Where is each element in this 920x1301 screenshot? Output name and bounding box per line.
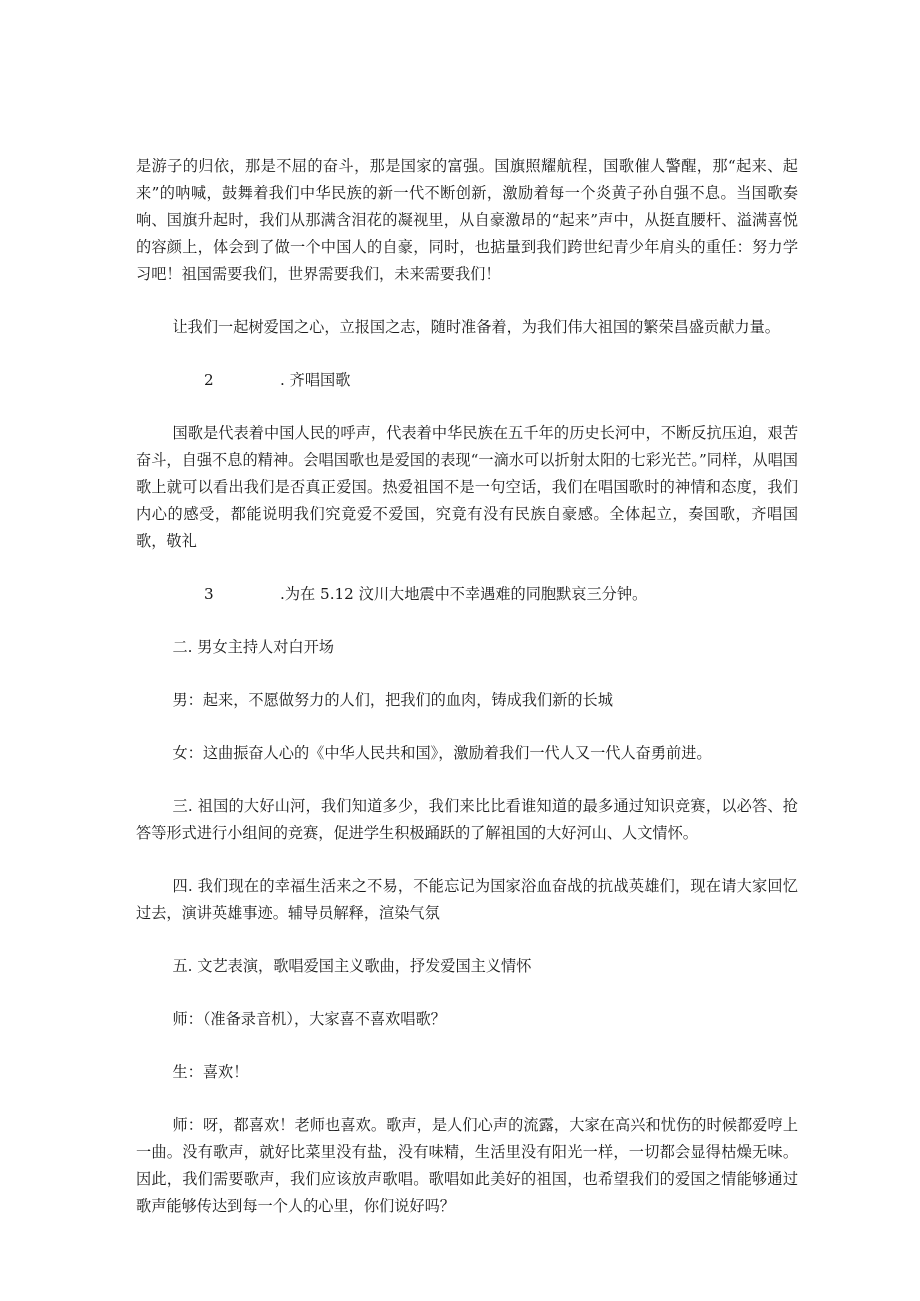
section-heading-5: 五. 文艺表演，歌唱爱国主义歌曲，抒发爱国主义情怀 [172,957,532,975]
paragraph-female-host: 女：这曲振奋人心的《中华人民共和国》，激励着我们一代人又一代人奋勇前进。 [172,744,712,762]
list-item-2-number: 2 [204,371,214,389]
list-item-3-text: .为在 5.12 汶川大地震中不幸遇难的同胞默哀三分钟。 [280,585,648,603]
paragraph-teacher-1: 师：（准备录音机），大家喜不喜欢唱歌？ [172,1010,446,1028]
paragraph-3: 国歌是代表着中国人民的呼声，代表着中华民族在五千年的历史长河中，不断反抗压迫，艰苦奋斗，自强不息的精神。会唱国歌也是爱国的表现“一滴水可以折射太阳的七彩光芒。”同样，从唱国歌上就可以看出我们是否真正爱国。热爱祖国不是一句空话，我们在唱国歌时的神情和态度，我们内心的感受，都能说明我们究竟爱不爱国，究竟有没有民族自豪感。全体起立，奏国歌，齐唱国歌，敬礼 [136,424,798,550]
paragraph-2: 让我们一起树爱国之心，立报国之志，随时准备着，为我们伟大祖国的繁荣昌盛贡献力量。 [172,318,780,336]
paragraph-student-1: 生：喜欢！ [172,1063,249,1081]
section-heading-4: 四. 我们现在的幸福生活来之不易，不能忘记为国家浴血奋战的抗战英雄们，现在请大家回忆过去，演讲英雄事迹。辅导员解释，渲染气氛 [136,877,798,922]
list-item-2-text: . 齐唱国歌 [280,371,351,389]
list-item-2 [136,367,798,394]
document-body [136,153,798,1246]
list-item-3 [136,581,798,608]
paragraph-teacher-2: 师：呀，都喜欢！老师也喜欢。歌声，是人们心声的流露，大家在高兴和忧伤的时候都爱哼上一曲。没有歌声，就好比菜里没有盐，没有味精，生活里没有阳光一样，一切都会显得枯燥无味。因此，我们需要歌声，我们应该放声歌唱。歌唱如此美好的祖国，也希望我们的爱国之情能够通过歌声能够传达到每一个人的心里，你们说好吗？ [136,1116,798,1215]
paragraph-1: 是游子的归依，那是不屈的奋斗，那是国家的富强。国旗照耀航程，国歌催人警醒，那“起来、起来”的呐喊，鼓舞着我们中华民族的新一代不断创新，激励着每一个炎黄子孙自强不息。当国歌奏响、国旗升起时，我们从那满含泪花的凝视里，从自豪激昂的“起来”声中，从挺直腰杆、溢满喜悦的容颜上，体会到了做一个中国人的自豪，同时，也掂量到我们跨世纪青少年肩头的重任：努力学习吧！祖国需要我们，世界需要我们，未来需要我们！ [136,157,798,283]
paragraph-male-host: 男：起来，不愿做努力的人们，把我们的血肉，铸成我们新的长城 [172,691,613,709]
section-heading-3: 三. 祖国的大好山河，我们知道多少，我们来比比看谁知道的最多通过知识竞赛，以必答、抢答等形式进行小组间的竞赛，促进学生积极踊跃的了解祖国的大好河山、人文情怀。 [136,797,798,842]
list-item-3-number: 3 [204,585,214,603]
section-heading-2: 二. 男女主持人对白开场 [172,638,334,656]
